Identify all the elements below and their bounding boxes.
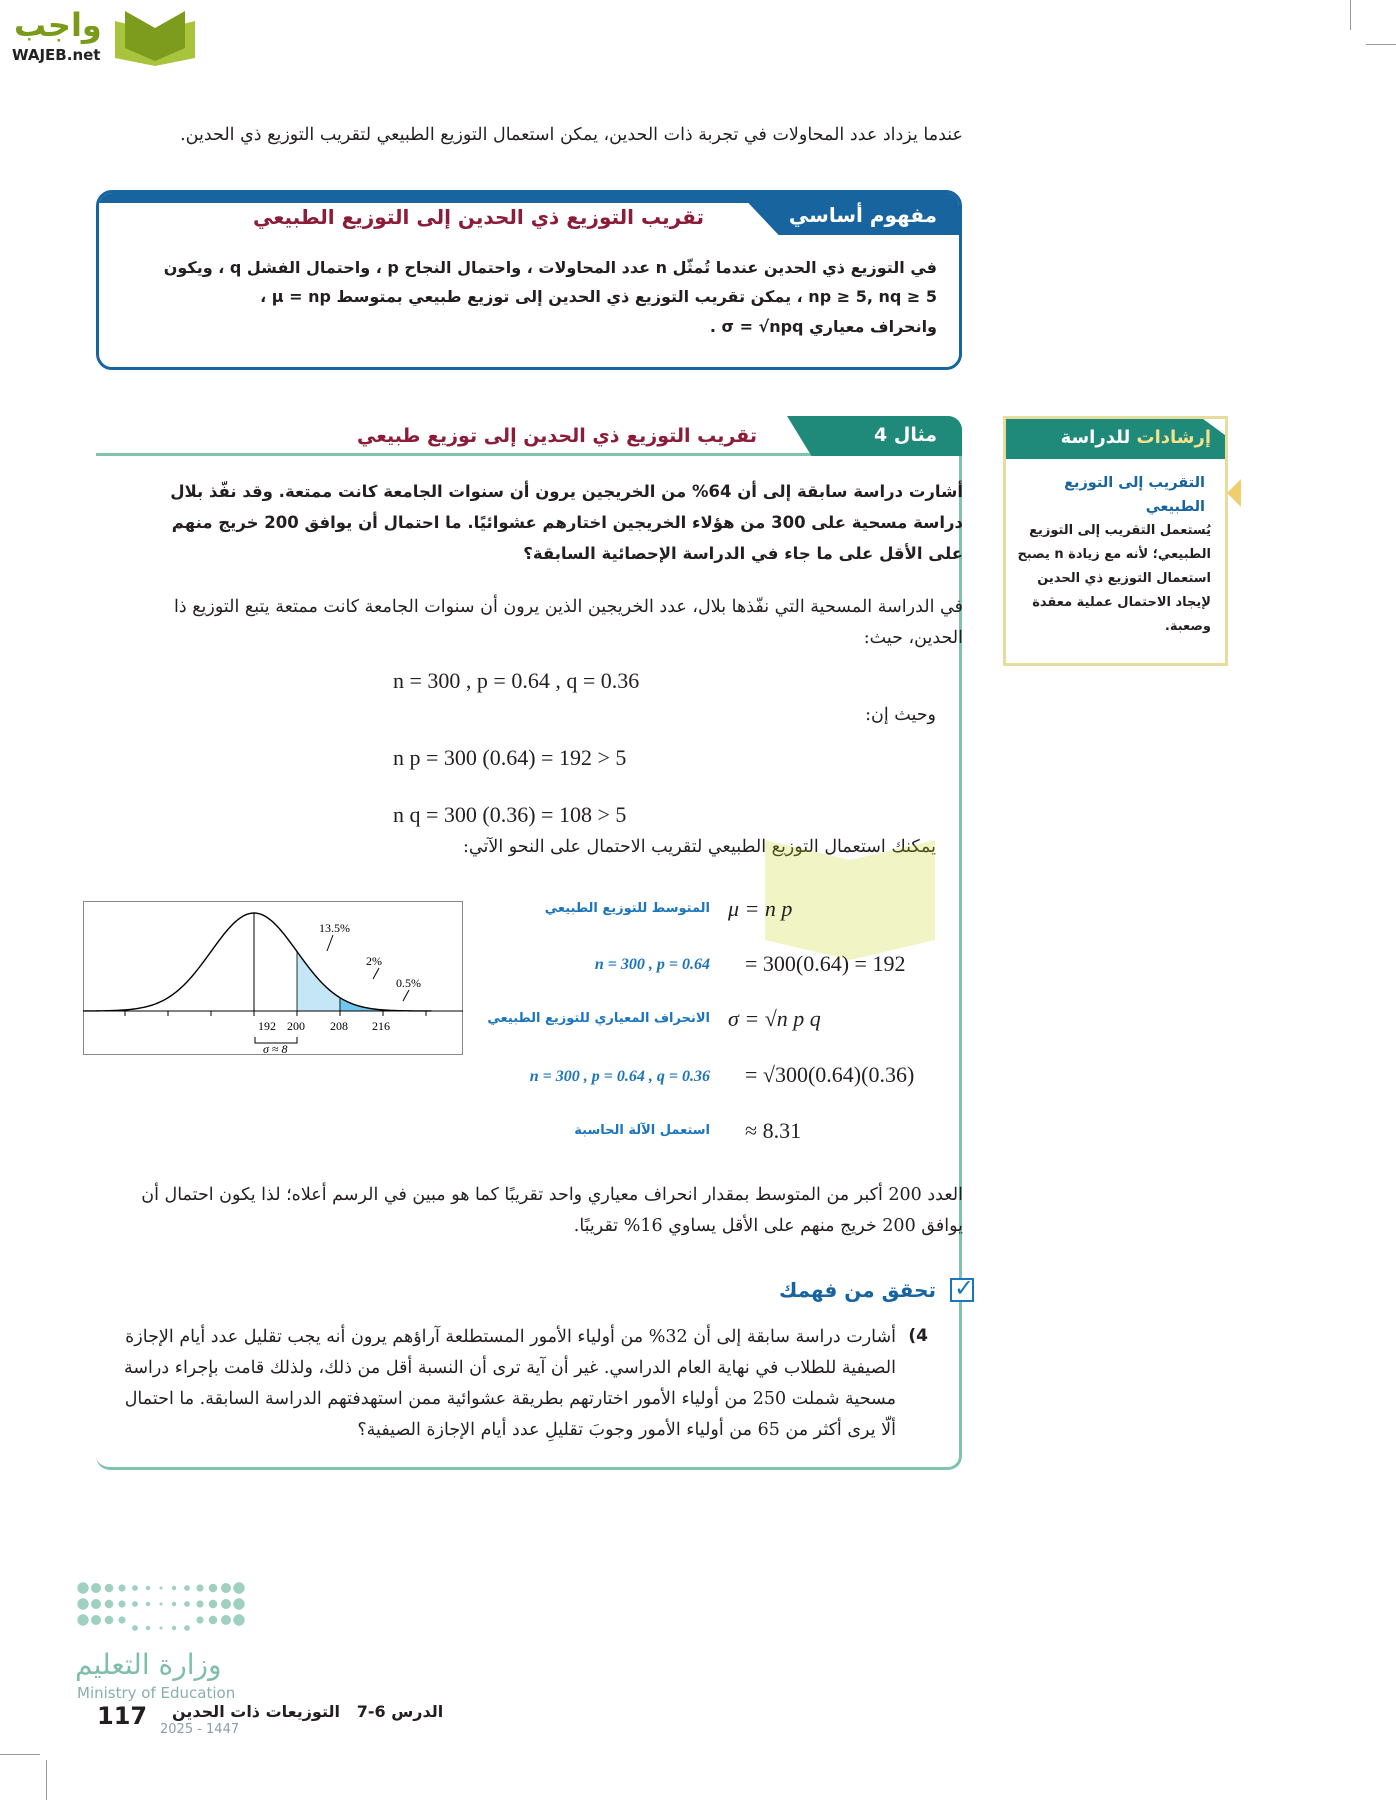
solution-intro: في الدراسة المسحية التي نفّذها بلال، عدد الخريجين الذين يرون أن سنوات الجامعة كانت ممتعة يتبع التوزيع ذا الحدين، حيث: <box>173 597 963 648</box>
logo-dot <box>184 1585 190 1591</box>
tips-title <box>1061 427 1211 448</box>
can-use-text: يمكنك استعمال التوزيع الطبيعي لتقريب الاحتمال على النحو الآتي: <box>463 837 936 857</box>
check-title: تحقق من فهمك <box>779 1278 936 1302</box>
page-number: 117 <box>97 1702 148 1730</box>
logo-dot <box>118 1600 125 1607</box>
example-tag: مثال 4 <box>874 424 937 446</box>
logo-dot <box>233 1614 244 1625</box>
solution-steps <box>470 890 950 1150</box>
normal-curve-figure <box>83 901 463 1056</box>
step-equation <box>728 1006 821 1032</box>
pointer-arrow-icon <box>1227 479 1241 507</box>
logo-dot <box>221 1599 231 1609</box>
crop-mark <box>1350 0 1351 30</box>
checkmark-icon: ✓ <box>954 1274 975 1302</box>
logo-dot <box>146 1626 150 1630</box>
sigma-label: σ ≈ 8 <box>263 1042 288 1056</box>
book-icon <box>110 6 200 66</box>
concept-line: np ≥ 5, nq ≥ 5 ، يمكن تقريب التوزيع ذي الحدين إلى توزيع طبيعي بمتوسط μ = np ، <box>260 287 937 306</box>
year: 2025 - 1447 <box>160 1722 240 1737</box>
logo-dot <box>160 1587 163 1590</box>
step-equation <box>728 896 792 922</box>
region-label: 13.5% <box>319 921 350 935</box>
logo-dot <box>91 1583 101 1593</box>
logo-dot <box>160 1627 163 1630</box>
equation: n = 300 , p = 0.64 , q = 0.36 <box>393 668 640 693</box>
logo-latin: WAJEB.net <box>12 46 101 64</box>
logo-dot <box>209 1600 218 1609</box>
logo-dot <box>196 1600 203 1607</box>
logo-dot <box>172 1602 176 1606</box>
step-equation-text: σ = √n p q <box>728 1006 821 1031</box>
logo-dot <box>172 1586 176 1590</box>
example-header <box>96 416 962 456</box>
logo-dot <box>233 1598 244 1609</box>
tick-label: 216 <box>372 1019 390 1033</box>
region-label: 2% <box>366 954 382 968</box>
example-problem: أشارت دراسة سابقة إلى أن 64% من الخريجين يرون أن سنوات الجامعة كانت ممتعة. وقد نفّذ بلال دراسة مسحية على 300 من هؤلاء الخريجين اختارهم عشوائيًا. ما احتمال أن يوافق 200 خريج منهم على الأقل على ما جاء في الدراسة الإحصائية السابقة؟ <box>170 482 963 563</box>
step-note: الانحراف المعياري للتوزيع الطبيعي <box>487 1011 710 1026</box>
crop-mark <box>0 1754 40 1755</box>
tick-label: 200 <box>287 1019 305 1033</box>
equation: n p = 300 (0.64) = 192 > 5 <box>393 745 627 770</box>
question-number: 4) <box>908 1326 928 1346</box>
ministry-name-ar: وزارة التعليم <box>75 1648 222 1681</box>
logo-dot <box>160 1603 163 1606</box>
region-label: 0.5% <box>396 976 421 990</box>
logo-dot <box>196 1616 203 1623</box>
intro-text: عندما يزداد عدد المحاولات في تجربة ذات الحدين، يمكن استعمال التوزيع الطبيعي لتقريب التوزيع ذي الحدين. <box>180 125 963 145</box>
ministry-name-en: Ministry of Education <box>77 1684 236 1702</box>
tips-title-first-word: إرشادات <box>1136 427 1211 448</box>
logo-dot <box>105 1616 114 1625</box>
study-tips-box <box>1003 416 1228 666</box>
logo-dot <box>118 1616 125 1623</box>
ministry-logo-dots <box>75 1580 250 1640</box>
lesson-number: الدرس 6-7 <box>356 1702 444 1721</box>
logo-dot <box>184 1625 190 1631</box>
step-note: استعمل الآلة الحاسبة <box>574 1123 710 1138</box>
tick-label: 208 <box>330 1019 348 1033</box>
tips-title-second-word: للدراسة <box>1060 427 1131 448</box>
wajeb-logo <box>10 6 190 66</box>
logo-dot <box>132 1585 138 1591</box>
concept-line: وانحراف معياري σ = √npq . <box>709 317 937 336</box>
logo-dot <box>196 1584 203 1591</box>
equation: n q = 300 (0.36) = 108 > 5 <box>393 802 627 827</box>
step-equation: ≈ 8.31 <box>745 1118 802 1143</box>
step-note: n = 300 , p = 0.64 <box>594 956 710 973</box>
logo-dot <box>233 1582 244 1593</box>
tips-body: يُستعمل التقريب إلى التوزيع الطبيعي؛ لأنه مع زيادة n يصبح استعمال التوزيع ذي الحدين لإيجاد الاحتمال عملية معقدة وصعبة. <box>1017 523 1211 634</box>
step-equation: = √300(0.64)(0.36) <box>745 1062 915 1087</box>
concept-tag: مفهوم أساسي <box>788 203 937 227</box>
logo-dot <box>221 1583 231 1593</box>
logo-dot <box>172 1626 176 1630</box>
step-note: المتوسط للتوزيع الطبيعي <box>544 901 710 916</box>
concept-title: تقريب التوزيع ذي الحدين إلى التوزيع الطبيعي <box>252 205 704 229</box>
logo-dot <box>105 1584 114 1593</box>
footer-lesson <box>172 1702 443 1721</box>
checkbox-icon <box>950 1274 975 1302</box>
crop-mark <box>46 1760 47 1800</box>
crop-mark <box>1366 44 1396 45</box>
step-note: n = 300 , p = 0.64 , q = 0.36 <box>529 1068 710 1085</box>
concept-line: في التوزيع ذي الحدين عندما تُمثّل n عدد المحاولات ، واحتمال النجاح p ، واحتمال الفشل q ، ويكون <box>163 258 937 277</box>
tick-label: 192 <box>258 1019 276 1033</box>
logo-dot <box>77 1598 88 1609</box>
logo-dot <box>184 1601 190 1607</box>
chapter-title: التوزيعات ذات الحدين <box>172 1702 340 1721</box>
check-question: أشارت دراسة سابقة إلى أن 32% من أولياء الأمور المستطلعة آراؤهم يرون أنه يجب تقليل عدد أيام الإجازة الصيفية للطلاب في نهاية العام الدراسي. غير أن آية ترى أن النسبة أقل من ذلك، ولذلك قامت بإجراء دراسة مسحية شملت 250 من أولياء الأمور اختارتهم بطريقة عشوائية ممن استهدفتهم الدراسة السابقة. ما احتمال ألّا يرى أكثر من 65 من أولياء الأمور وجوبَ تقليلِ عدد أيام الإجازة الصيفية؟ <box>124 1327 896 1440</box>
logo-dot <box>118 1584 125 1591</box>
logo-dot <box>209 1584 218 1593</box>
logo-dot <box>77 1582 88 1593</box>
logo-dot <box>146 1602 150 1606</box>
key-concept-box <box>96 190 962 370</box>
example-title: تقريب التوزيع ذي الحدين إلى توزيع طبيعي <box>357 425 757 447</box>
logo-dot <box>77 1614 88 1625</box>
step-equation: = 300(0.64) = 192 <box>745 951 906 976</box>
logo-dot <box>221 1615 231 1625</box>
logo-dot <box>105 1600 114 1609</box>
logo-dot <box>132 1601 138 1607</box>
logo-dot <box>91 1615 101 1625</box>
since-text: وحيث إن: <box>865 705 936 725</box>
logo-dot <box>146 1586 150 1590</box>
logo-arabic: واجب <box>14 6 102 44</box>
conclusion: العدد 200 أكبر من المتوسط بمقدار انحراف معياري واحد تقريبًا كما هو مبين في الرسم أعلاه؛ لذا يكون احتمال أن يوافق 200 خريج منهم على الأقل يساوي 16% تقريبًا. <box>141 1185 963 1236</box>
tips-heading: التقريب إلى التوزيع الطبيعي <box>1064 475 1205 515</box>
logo-dot <box>209 1616 218 1625</box>
logo-dot <box>91 1599 101 1609</box>
step-equation-text: μ = n p <box>728 896 793 921</box>
logo-dot <box>132 1625 138 1631</box>
